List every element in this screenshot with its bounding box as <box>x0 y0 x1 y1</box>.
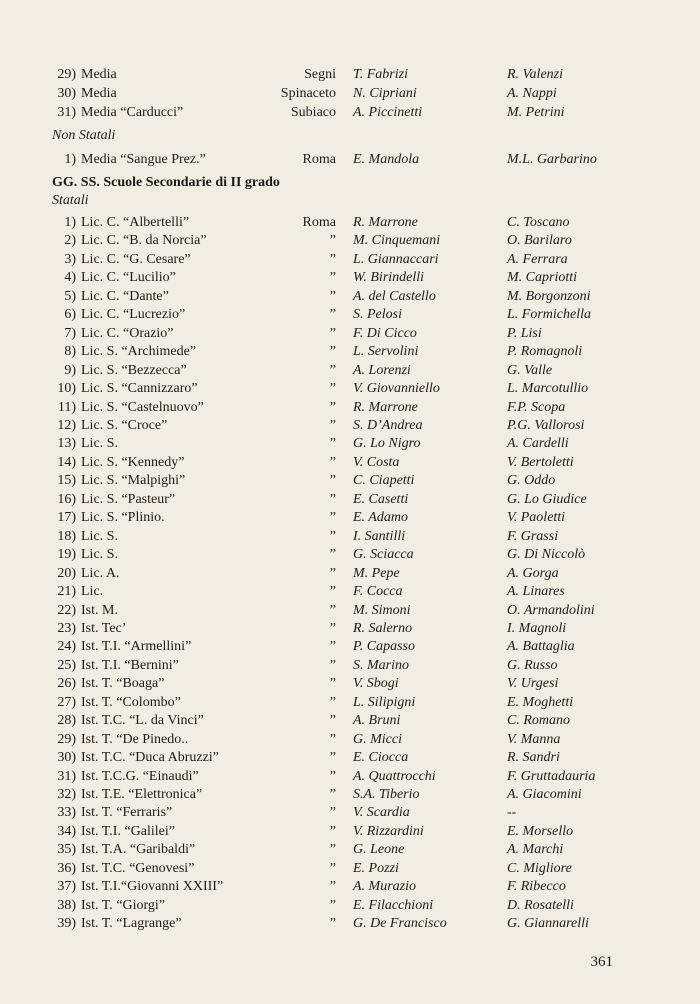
school-name: Ist. M. <box>81 602 118 618</box>
list-row <box>0 897 700 915</box>
entry-number: 1) <box>64 215 76 230</box>
section-heading: GG. SS. Scuole Secondarie di II grado <box>52 175 280 190</box>
entry-number: 6) <box>64 307 76 323</box>
person-secondary: I. Magnoli <box>507 620 567 636</box>
entry-number: 29) <box>57 67 76 82</box>
list-row <box>0 749 700 767</box>
person-primary: C. Ciapetti <box>353 473 415 489</box>
entry-number: 25) <box>57 657 76 673</box>
city: ” <box>329 694 336 710</box>
school-name: Ist. T.I. “Bernini” <box>81 657 179 673</box>
person-secondary: P. Lisi <box>507 325 542 341</box>
city: ” <box>329 750 336 765</box>
person-primary: E. Casetti <box>353 491 409 507</box>
list-row <box>0 860 700 878</box>
person-primary: V. Sbogi <box>353 676 399 692</box>
list-row <box>0 491 700 509</box>
list-row <box>0 638 700 656</box>
list-row <box>0 915 700 933</box>
person-secondary: A. Giacomini <box>507 786 582 802</box>
page-number: 361 <box>590 954 613 970</box>
person-primary: A. Piccinetti <box>353 105 423 120</box>
school-name: Lic. S. <box>81 528 118 544</box>
person-primary: A. Murazio <box>353 879 416 895</box>
city: ” <box>329 307 336 323</box>
list-row <box>0 66 700 84</box>
entry-number: 19) <box>57 547 76 563</box>
school-name: Lic. S. <box>81 436 118 452</box>
school-name: Ist. Tec’ <box>81 620 127 636</box>
person-secondary: O. Armandolini <box>507 602 595 618</box>
list-row <box>0 841 700 859</box>
list-row <box>0 694 700 712</box>
person-primary: L. Servolini <box>353 344 419 360</box>
list-row <box>0 602 700 620</box>
city: Segni <box>304 67 336 82</box>
person-secondary: O. Barilaro <box>507 233 572 249</box>
school-name: Ist. T. “Boaga” <box>81 676 165 692</box>
entry-number: 29) <box>57 731 76 747</box>
entry-number: 39) <box>57 916 76 932</box>
list-row <box>0 306 700 324</box>
school-name: Ist. T.C. “Genovesi” <box>81 860 195 876</box>
person-secondary: G. Russo <box>507 657 558 673</box>
person-primary: A. Lorenzi <box>353 362 411 378</box>
person-primary: M. Simoni <box>353 602 411 618</box>
person-primary: M. Pepe <box>353 565 400 581</box>
person-primary: S. Pelosi <box>353 307 402 323</box>
city: Roma <box>302 215 336 230</box>
person-secondary: V. Bertoletti <box>507 454 574 470</box>
person-primary: G. De Francisco <box>353 916 447 932</box>
person-primary: V. Giovanniello <box>353 381 440 396</box>
school-name: Media <box>81 86 117 101</box>
section-subheading: Statali <box>52 193 89 208</box>
school-name: Media “Carducci” <box>81 105 184 120</box>
city: ” <box>329 344 336 360</box>
person-secondary: P. Romagnoli <box>507 344 583 360</box>
person-secondary: F. Gruttadauria <box>507 768 596 784</box>
school-name: Ist. T. “Lagrange” <box>81 916 182 932</box>
entry-number: 9) <box>64 362 76 378</box>
entry-number: 24) <box>57 639 76 655</box>
entry-number: 38) <box>57 897 76 913</box>
city: ” <box>329 879 336 895</box>
person-primary: S.A. Tiberio <box>353 786 420 802</box>
city: Roma <box>302 152 336 167</box>
person-secondary: A. Gorga <box>507 565 559 581</box>
entry-number: 30) <box>57 750 76 765</box>
entry-number: 4) <box>64 270 76 286</box>
list-row <box>0 380 700 398</box>
person-secondary: R. Valenzi <box>507 67 563 82</box>
entry-number: 17) <box>57 510 76 526</box>
school-name: Ist. T. “De Pinedo.. <box>81 731 189 747</box>
school-name: Lic. S. “Archimede” <box>81 344 197 360</box>
person-secondary: A. Cardelli <box>507 436 569 452</box>
school-name: Ist. T.C.G. “Einaudi” <box>81 768 199 784</box>
entry-number: 21) <box>57 584 76 599</box>
entry-number: 14) <box>57 454 76 470</box>
entry-number: 13) <box>57 436 76 452</box>
entry-number: 1) <box>64 152 76 167</box>
person-secondary: F. Grassi <box>507 528 559 544</box>
city: ” <box>329 325 336 341</box>
entry-number: 2) <box>64 233 76 249</box>
city: ” <box>329 916 336 932</box>
list-row <box>0 288 700 306</box>
school-name: Ist. T.I. “Galilei” <box>81 823 175 839</box>
city: ” <box>329 473 336 489</box>
entry-number: 5) <box>64 288 76 304</box>
list-row <box>0 214 700 232</box>
person-primary: F. Di Cicco <box>353 325 417 341</box>
entry-number: 15) <box>57 473 76 489</box>
entry-number: 31) <box>57 768 76 784</box>
city: ” <box>329 860 336 876</box>
entry-number: 30) <box>57 86 76 101</box>
school-name: Lic. C. “Lucilio” <box>81 270 176 286</box>
person-primary: G. Micci <box>353 731 402 747</box>
school-name: Ist. T.A. “Garibaldi” <box>81 842 196 858</box>
person-primary: S. Marino <box>353 657 409 673</box>
person-secondary: -- <box>507 805 517 821</box>
person-primary: A. Quattrocchi <box>353 768 436 784</box>
person-secondary: C. Romano <box>507 713 570 729</box>
list-row <box>0 251 700 269</box>
person-secondary: A. Marchi <box>507 842 564 858</box>
list-row <box>0 546 700 564</box>
person-secondary: G. Valle <box>507 362 553 378</box>
city: ” <box>329 786 336 802</box>
person-primary: S. D’Andrea <box>353 417 423 433</box>
person-primary: T. Fabrizi <box>353 67 408 82</box>
person-primary: E. Ciocca <box>353 750 409 765</box>
person-primary: V. Costa <box>353 454 400 470</box>
list-row <box>0 151 700 169</box>
list-row <box>0 325 700 343</box>
school-name: Ist. T.I. “Armellini” <box>81 639 192 655</box>
person-secondary: A. Nappi <box>507 86 557 101</box>
list-row <box>0 85 700 103</box>
person-primary: G. Sciacca <box>353 547 414 563</box>
city: ” <box>329 768 336 784</box>
city: ” <box>329 842 336 858</box>
list-row <box>0 675 700 693</box>
entry-number: 35) <box>57 842 76 858</box>
person-primary: V. Scardia <box>353 805 410 821</box>
school-name: Ist. T. “Ferraris” <box>81 805 173 821</box>
person-primary: G. Leone <box>353 842 405 858</box>
list-row <box>0 232 700 250</box>
list-row <box>0 343 700 361</box>
city: ” <box>329 528 336 544</box>
person-secondary: F.P. Scopa <box>507 399 566 415</box>
list-row <box>0 435 700 453</box>
person-primary: A. Bruni <box>353 713 401 729</box>
school-name: Ist. T.I.“Giovanni XXIII” <box>81 879 224 895</box>
list-row <box>0 620 700 638</box>
person-secondary: V. Urgesi <box>507 676 559 692</box>
city: ” <box>329 547 336 563</box>
list-row <box>0 823 700 841</box>
list-row <box>0 472 700 490</box>
list-row <box>0 509 700 527</box>
list-row <box>0 731 700 749</box>
city: ” <box>329 657 336 673</box>
person-primary: E. Pozzi <box>353 860 399 876</box>
person-primary: E. Filacchioni <box>353 897 434 913</box>
list-row <box>0 454 700 472</box>
person-primary: P. Capasso <box>353 639 415 655</box>
city: ” <box>329 602 336 618</box>
city: Spinaceto <box>280 86 336 101</box>
person-primary: W. Birindelli <box>353 270 425 286</box>
city: ” <box>329 584 336 599</box>
school-name: Lic. S. “Castelnuovo” <box>81 399 204 415</box>
school-name: Lic. C. “Dante” <box>81 288 169 304</box>
person-secondary: V. Manna <box>507 731 561 747</box>
person-primary: E. Mandola <box>353 152 420 167</box>
list-row <box>0 804 700 822</box>
school-name: Lic. C. “Lucrezio” <box>81 307 186 323</box>
school-name: Lic. C. “Albertelli” <box>81 215 190 230</box>
city: ” <box>329 510 336 526</box>
school-name: Lic. S. <box>81 547 118 563</box>
person-primary: R. Salerno <box>353 620 413 636</box>
school-name: Ist. T. “Giorgi” <box>81 897 165 913</box>
school-name: Lic. S. “Kennedy” <box>81 454 185 470</box>
entry-number: 34) <box>57 823 76 839</box>
person-secondary: M. Petrini <box>507 105 565 120</box>
person-secondary: A. Battaglia <box>507 639 575 655</box>
city: ” <box>329 288 336 304</box>
school-name: Lic. S. “Bezzecca” <box>81 362 187 378</box>
entry-number: 37) <box>57 879 76 895</box>
entry-number: 16) <box>57 491 76 507</box>
entry-number: 26) <box>57 676 76 692</box>
list-row <box>0 657 700 675</box>
city: ” <box>329 270 336 286</box>
person-secondary: V. Paoletti <box>507 510 566 526</box>
school-name: Lic. S. “Cannizzaro” <box>81 381 198 396</box>
person-primary: A. del Castello <box>353 288 436 304</box>
city: ” <box>329 381 336 396</box>
school-name: Media “Sangue Prez.” <box>81 152 206 167</box>
city: ” <box>329 251 336 267</box>
entry-number: 18) <box>57 528 76 544</box>
school-name: Ist. T.C. “Duca Abruzzi” <box>81 750 219 765</box>
entry-number: 10) <box>57 381 76 396</box>
city: ” <box>329 731 336 747</box>
person-primary: F. Cocca <box>353 584 403 599</box>
city: ” <box>329 639 336 655</box>
school-name: Lic. <box>81 584 104 599</box>
person-secondary: M. Capriotti <box>507 270 578 286</box>
person-secondary: E. Morsello <box>507 823 574 839</box>
city: ” <box>329 454 336 470</box>
city: ” <box>329 233 336 249</box>
school-name: Lic. S. “Malpighi” <box>81 473 186 489</box>
person-secondary: C. Toscano <box>507 215 570 230</box>
list-row <box>0 768 700 786</box>
list-row <box>0 362 700 380</box>
city: ” <box>329 897 336 913</box>
person-secondary: A. Ferrara <box>507 251 568 267</box>
entry-number: 33) <box>57 805 76 821</box>
entry-number: 31) <box>57 105 76 120</box>
city: ” <box>329 436 336 452</box>
person-primary: G. Lo Nigro <box>353 436 421 452</box>
school-name: Lic. C. “B. da Norcia” <box>81 233 207 249</box>
list-row <box>0 786 700 804</box>
school-name: Ist. T. “Colombo” <box>81 694 181 710</box>
person-primary: R. Marrone <box>353 215 418 230</box>
entry-number: 7) <box>64 325 76 341</box>
person-primary: N. Cipriani <box>353 86 417 101</box>
person-primary: R. Marrone <box>353 399 418 415</box>
city: ” <box>329 676 336 692</box>
person-primary: I. Santilli <box>353 528 406 544</box>
person-secondary: D. Rosatelli <box>507 897 574 913</box>
section-heading: Non Statali <box>52 128 116 143</box>
list-row <box>0 878 700 896</box>
person-secondary: A. Linares <box>507 584 565 599</box>
school-name: Lic. C. “Orazio” <box>81 325 174 341</box>
person-secondary: G. Oddo <box>507 473 556 489</box>
city: ” <box>329 491 336 507</box>
school-name: Media <box>81 67 117 82</box>
person-secondary: L. Formichella <box>507 307 591 323</box>
entry-number: 11) <box>57 399 76 415</box>
school-name: Lic. S. “Pasteur” <box>81 491 176 507</box>
school-name: Ist. T.E. “Elettronica” <box>81 786 203 802</box>
entry-number: 36) <box>57 860 76 876</box>
person-primary: V. Rizzardini <box>353 823 424 839</box>
list-row <box>0 528 700 546</box>
school-name: Lic. C. “G. Cesare” <box>81 251 191 267</box>
list-row <box>0 104 700 122</box>
person-secondary: G. Di Niccolò <box>507 547 586 563</box>
list-row <box>0 565 700 583</box>
person-secondary: E. Moghetti <box>507 694 574 710</box>
entry-number: 32) <box>57 786 76 802</box>
person-secondary: M.L. Garbarino <box>507 152 597 167</box>
city: ” <box>329 805 336 821</box>
list-row <box>0 583 700 601</box>
person-secondary: P.G. Vallorosi <box>507 417 585 433</box>
city: ” <box>329 417 336 433</box>
person-primary: L. Giannaccari <box>353 251 439 267</box>
person-secondary: L. Marcotullio <box>507 381 589 396</box>
school-name: Lic. S. “Plinio. <box>81 510 165 526</box>
person-primary: M. Cinquemani <box>353 233 441 249</box>
entry-number: 27) <box>57 694 76 710</box>
person-primary: E. Adamo <box>353 510 408 526</box>
entry-number: 8) <box>64 344 76 360</box>
entry-number: 23) <box>57 620 76 636</box>
entry-number: 12) <box>57 417 76 433</box>
person-secondary: M. Borgonzoni <box>507 288 591 304</box>
school-name: Lic. A. <box>81 565 120 581</box>
city: ” <box>329 620 336 636</box>
city: ” <box>329 713 336 729</box>
list-row <box>0 269 700 287</box>
person-secondary: C. Migliore <box>507 860 572 876</box>
city: ” <box>329 399 336 415</box>
entry-number: 20) <box>57 565 76 581</box>
city: ” <box>329 362 336 378</box>
city: ” <box>329 565 336 581</box>
entry-number: 3) <box>64 251 76 267</box>
school-name: Lic. S. “Croce” <box>81 417 168 433</box>
entry-number: 22) <box>57 602 76 618</box>
school-name: Ist. T.C. “L. da Vinci” <box>81 713 204 729</box>
person-secondary: G. Giannarelli <box>507 916 589 932</box>
list-row <box>0 417 700 435</box>
person-primary: L. Silipigni <box>353 694 416 710</box>
list-row <box>0 712 700 730</box>
city: Subiaco <box>290 105 336 120</box>
list-row <box>0 399 700 417</box>
person-secondary: F. Ribecco <box>507 879 566 895</box>
city: ” <box>329 823 336 839</box>
person-secondary: G. Lo Giudice <box>507 491 587 507</box>
person-secondary: R. Sandri <box>507 750 560 765</box>
entry-number: 28) <box>57 713 76 729</box>
